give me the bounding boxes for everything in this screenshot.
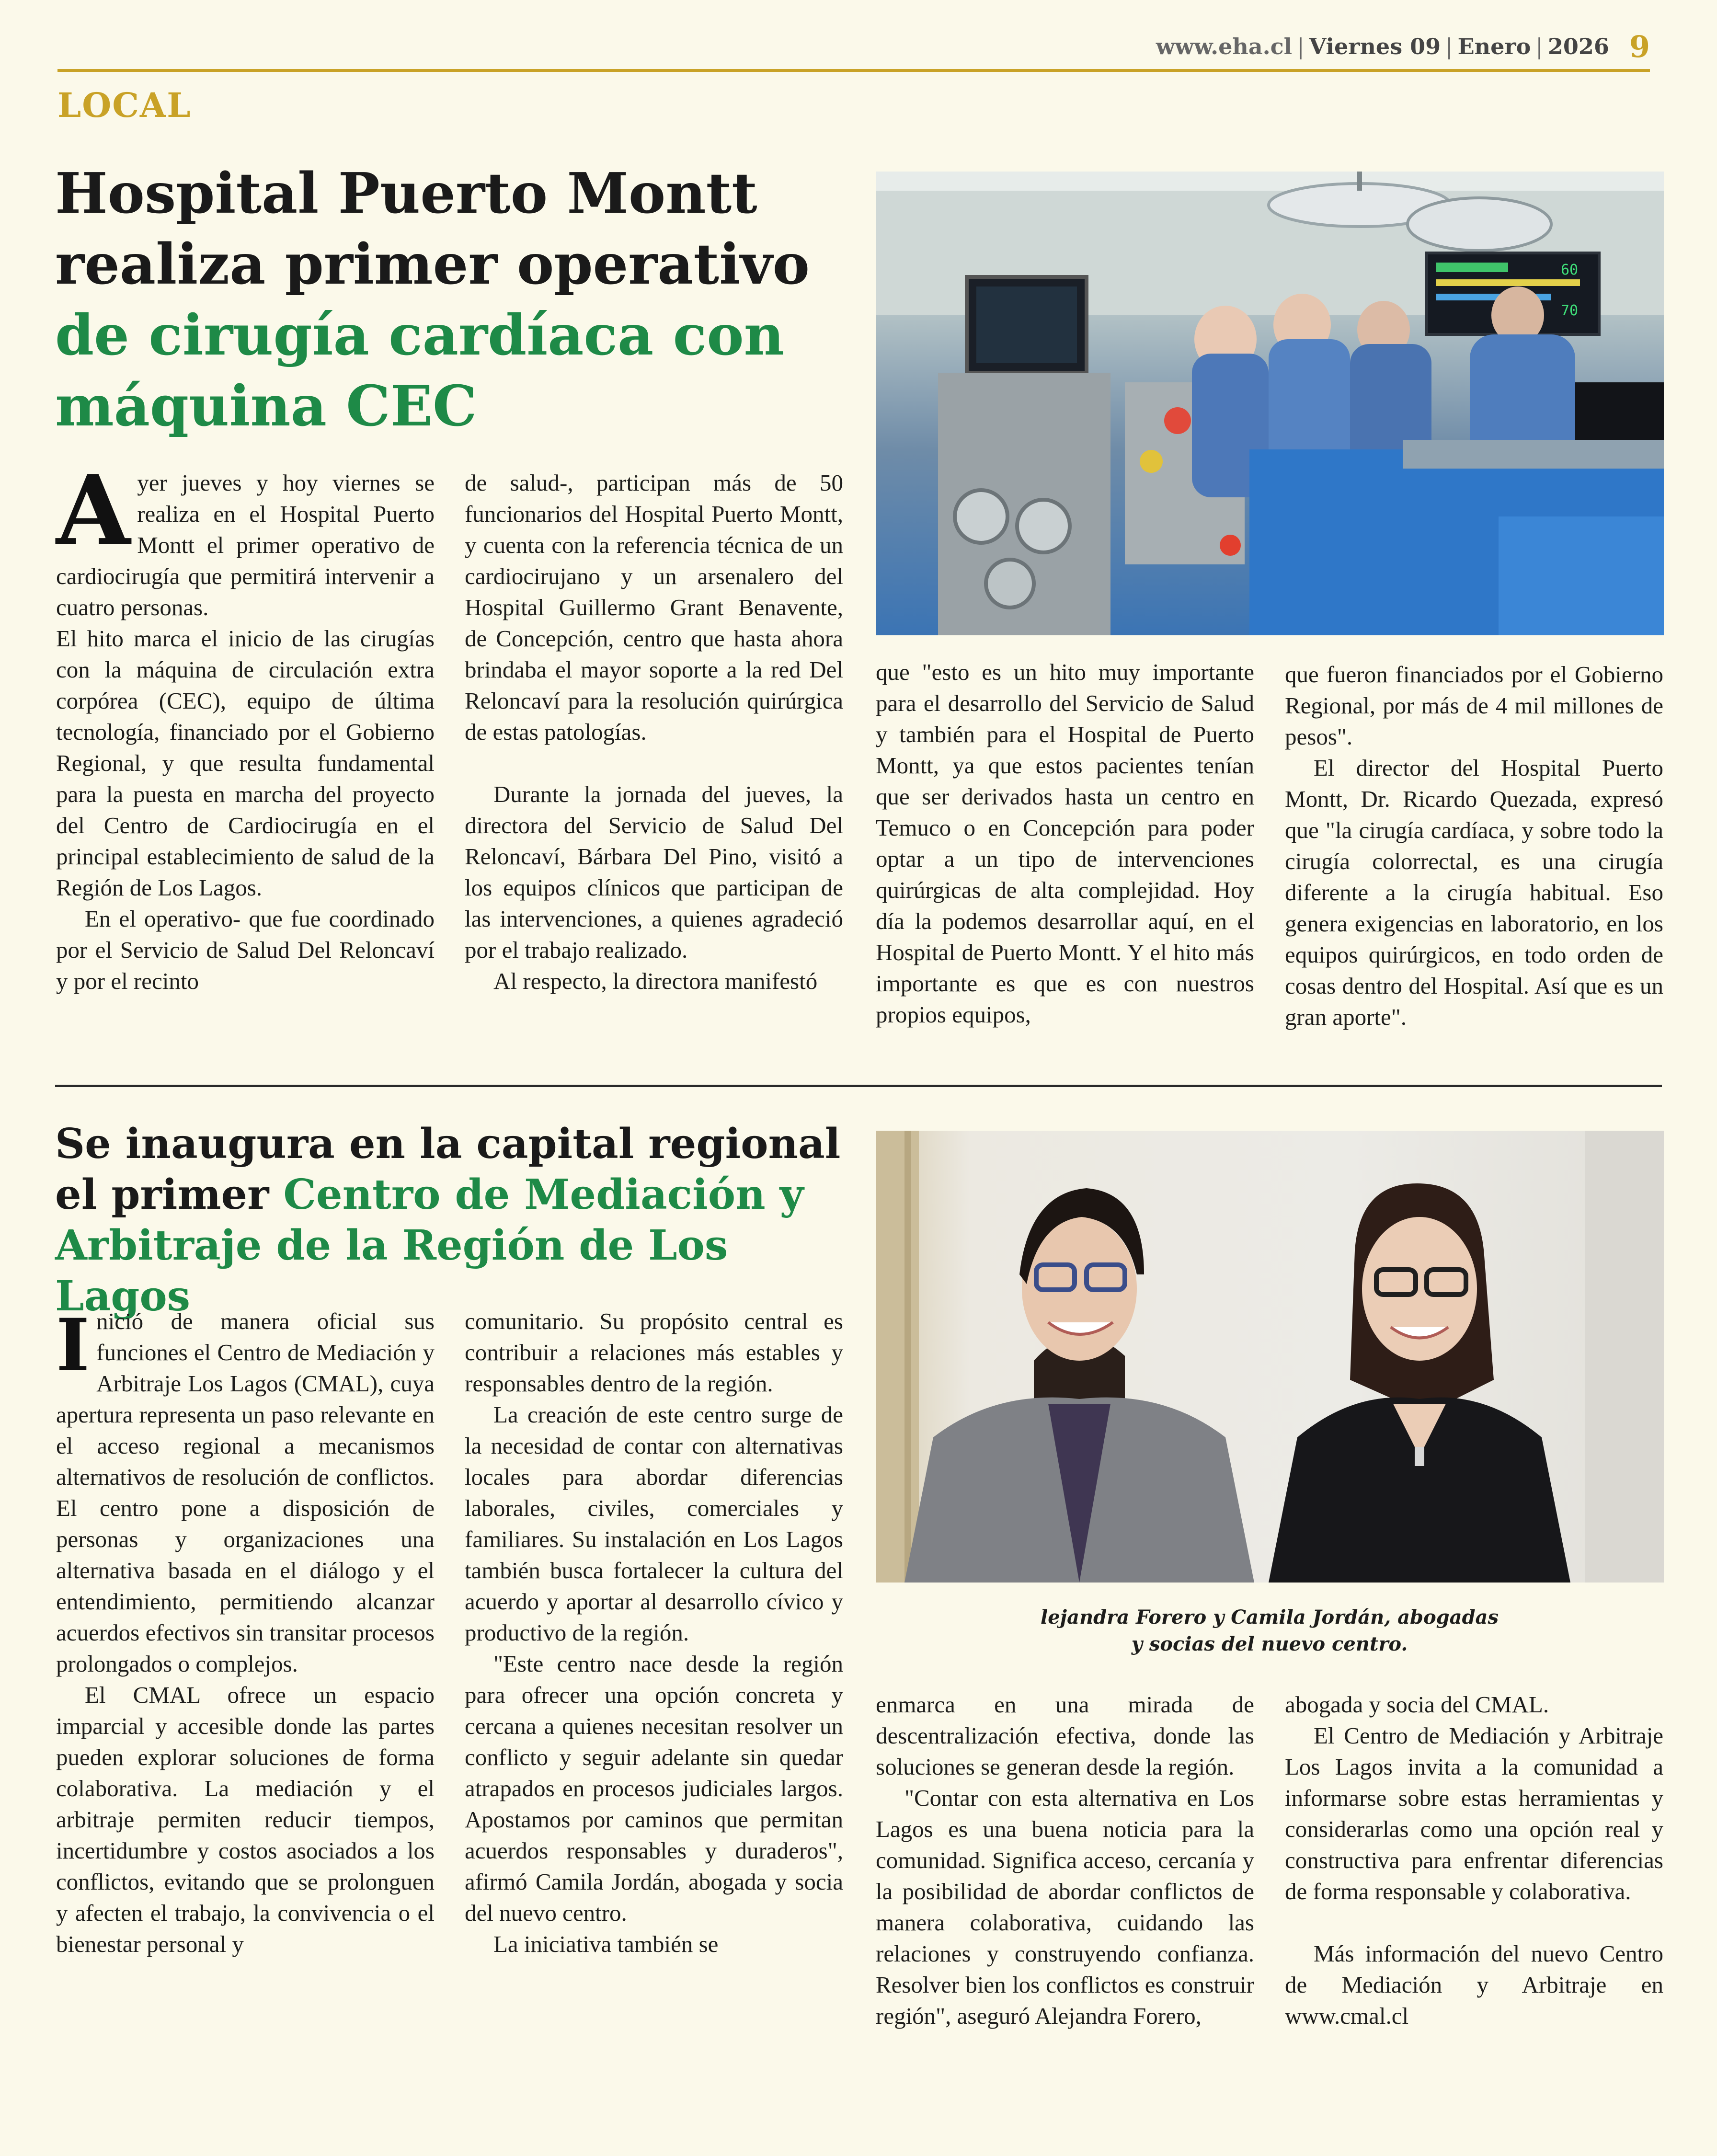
article2-column-4 <box>1285 1689 1663 2031</box>
article1-headline <box>55 158 831 442</box>
article2-paragraph: enmarca en una mirada de descentralización efectiva, donde las soluciones se generan desde la región. <box>876 1691 1254 1780</box>
article1-column-4 <box>1285 659 1663 1032</box>
article2-paragraph: Más información del nuevo Centro de Mediación y Arbitraje en www.cmal.cl <box>1285 1940 1663 2029</box>
article2-title-black-1: Se inaugura en la capital regional <box>55 1120 841 1168</box>
caption-line-2: y socias del nuevo centro. <box>1131 1633 1408 1655</box>
article2-paragraph: comunitario. Su propósito central es contribuir a relaciones más estables y responsables dentro de la región. <box>465 1308 843 1397</box>
article2-paragraph-text: nició de manera oficial sus funciones el Centro de Mediación y Arbitraje Los Lagos (CMAL), cuya apertura representa un paso relevante en el acceso regional a mecanismos alternativos de resolución de conflictos. El centro pone a disposición de personas y organizaciones una alternativa basada en el diálogo y el entendimiento, permitiendo alcanzar acuerdos efectivos sin transitar procesos prolongados o complejos. <box>56 1308 435 1677</box>
lawyers-photo <box>876 1131 1664 1583</box>
header-day: Viernes 09 <box>1309 34 1441 59</box>
photo-caption <box>982 1604 1557 1658</box>
monitor-reading-70: 70 <box>1561 302 1579 319</box>
article-divider <box>55 1085 1662 1087</box>
article2-title-black-2: el primer <box>55 1170 269 1219</box>
article1-paragraph: que fueron financiados por el Gobierno Regional, por más de 4 mil millones de pesos". <box>1285 661 1663 750</box>
header-separator: | <box>1535 34 1543 59</box>
article1-dropcap: A <box>56 454 131 567</box>
article1-paragraph: El hito marca el inicio de las cirugías con la máquina de circulación extra corpórea (CEC), equipo de última tecnología, financiado por el Gobierno Regional, y que resulta fundamental para la puesta en marcha del proyecto del Centro de Cardiocirugía en el principal establecimiento de salud de la Región de Los Lagos. <box>56 625 435 901</box>
section-label: LOCAL <box>57 85 192 125</box>
article1-paragraph: El director del Hospital Puerto Montt, Dr. Ricardo Quezada, expresó que "la cirugía cardíaca, y sobre todo la cirugía colorrectal, es una cirugía diferente a la cirugía habitual. Eso genera exigencias en laboratorio, en los equipos quirúrgicos, en todo orden de cosas dentro del Hospital. Así que es un gran aporte". <box>1285 755 1663 1030</box>
article2-headline <box>55 1119 870 1322</box>
article2-paragraph: La creación de este centro surge de la necesidad de contar con alternativas locales para abordar diferencias laborales, civiles, comerciales y familiares. Su instalación en Los Lagos también busca fortalecer la cultura del acuerdo y aportar al desarrollo cívico y productivo de la región. <box>465 1401 843 1646</box>
article2-paragraph: "Este centro nace desde la región para ofrecer una opción concreta y cercana a quienes necesitan resolver un conflicto y seguir adelante sin quedar atrapados en procesos judiciales largos. Apostamos por caminos que permitan acuerdos responsables y duraderos", afirmó Camila Jordán, abogada y socia del nuevo centro. <box>465 1651 843 1926</box>
header-url[interactable]: www.eha.cl <box>1156 34 1293 59</box>
article2-column-3 <box>876 1689 1254 2031</box>
article1-paragraph: Al respecto, la directora manifestó <box>493 968 818 994</box>
article2-column-1 <box>56 1303 435 1960</box>
article2-paragraph: La iniciativa también se <box>493 1931 719 1957</box>
caption-line-1: lejandra Forero y Camila Jordán, abogadas <box>1041 1606 1499 1628</box>
page-number: 9 <box>1629 29 1650 64</box>
article2-paragraph: El CMAL ofrece un espacio imparcial y accesible donde las partes pueden explorar soluciones de forma colaborativa. La mediación y el arbitraje permiten reducir tiempos, incertidumbre y costos asociados a los conflictos, evitando que se prolonguen y afecten el trabajo, la convivencia o el bienestar personal y <box>56 1682 435 1957</box>
page-header <box>57 24 1650 72</box>
article2-paragraph: abogada y socia del CMAL. <box>1285 1691 1549 1718</box>
article1-title-green: de cirugía cardíaca con máquina CEC <box>55 303 784 439</box>
article1-paragraph: que "esto es un hito muy importante para el desarrollo del Servicio de Salud y también para el Hospital de Puerto Montt, ya que estos pacientes tenían que ser derivados hasta un centro en Temuco o en Concepción para poder optar a un tipo de intervenciones quirúrgicas de alta complejidad. Hoy día la podemos desarrollar aquí, en el Hospital de Puerto Montt. Y el hito más importante es que es con nuestros propios equipos, <box>876 659 1254 1028</box>
header-separator: | <box>1297 34 1305 59</box>
header-year: 2026 <box>1547 34 1609 59</box>
article2-column-2 <box>465 1306 843 1960</box>
article2-paragraph: El Centro de Mediación y Arbitraje Los Lagos invita a la comunidad a informarse sobre estas herramientas y considerarlas como una opción real y constructiva para enfrentar diferencias de forma responsable y colaborativa. <box>1285 1722 1663 1904</box>
article1-column-1 <box>56 454 435 997</box>
article1-column-2 <box>465 467 843 997</box>
monitor-reading-60: 60 <box>1561 262 1579 278</box>
surgery-photo <box>876 172 1664 635</box>
article2-paragraph: "Contar con esta alternativa en Los Lagos es una buena noticia para la comunidad. Significa acceso, cercanía y la posibilidad de abordar conflictos de manera colaborativa, cuidando las relaciones y construyendo confianza. Resolver bien los conflictos es construir región", aseguró Alejandra Forero, <box>876 1785 1254 2029</box>
article1-paragraph: Durante la jornada del jueves, la directora del Servicio de Salud Del Reloncaví, Bárbara Del Pino, visitó a los equipos clínicos que participan de las intervenciones, a quienes agradeció por el trabajo realizado. <box>465 781 843 963</box>
article1-title-black: Hospital Puerto Montt realiza primer operativo <box>55 161 810 297</box>
surgery-photo-illustration <box>876 172 1664 635</box>
article1-paragraph: de salud-, participan más de 50 funcionarios del Hospital Puerto Montt, y cuenta con la referencia técnica de un cardiocirujano y un arsenalero del Hospital Guillermo Grant Benavente, de Concepción, centro que hasta ahora brindaba el mayor soporte a la red Del Reloncaví para la resolución quirúrgica de estas patologías. <box>465 470 843 745</box>
article1-column-3 <box>876 656 1254 1030</box>
article2-paragraph <box>56 1303 435 1679</box>
header-separator: | <box>1445 34 1453 59</box>
header-month: Enero <box>1457 34 1531 59</box>
article1-paragraph <box>56 454 435 623</box>
lawyers-photo-illustration <box>876 1131 1664 1583</box>
article1-paragraph: En el operativo- que fue coordinado por el Servicio de Salud Del Reloncaví y por el recinto <box>56 906 435 994</box>
article1-paragraph-text: yer jueves y hoy viernes se realiza en el Hospital Puerto Montt el primer operativo de cardiocirugía que permitirá intervenir a cuatro personas. <box>56 470 435 620</box>
article2-title-green-2: Arbitraje de la Región de Los Lagos <box>55 1221 728 1320</box>
article2-title-green-1: Centro de Mediación y <box>283 1170 804 1219</box>
article2-dropcap: I <box>56 1303 90 1388</box>
